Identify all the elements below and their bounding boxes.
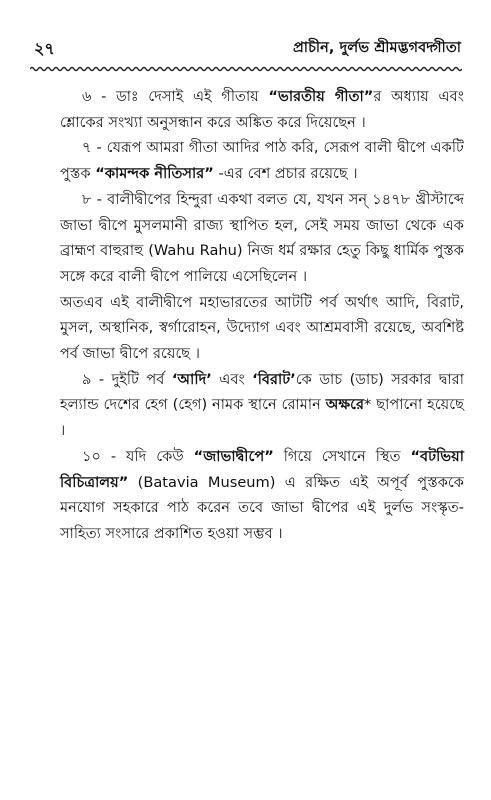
- text-segment: অতএব এই বালীদ্বীপে মহাভারতের আটটি পর্ব অর্থাৎ আদি, বিরাট, মুসল, অস্থানিক, স্বর্গারোহন, উদ্যোগ এবং আশ্রমবাসী রয়েছে, অবশিষ্ট পর্ব জাভা দ্বীপে রয়েছে ।: [60, 293, 464, 363]
- bold-text-segment: “বটভিয়া বিচিত্রালয়”: [60, 447, 464, 491]
- paragraph-bali-parvas: [60, 290, 464, 367]
- body-text: [60, 84, 464, 547]
- bold-text-segment: “ভারতীয় গীতা”: [268, 88, 374, 105]
- page-header: [34, 36, 461, 62]
- paragraph-9: [60, 367, 464, 444]
- text-segment: কে ডাচ (ডাচ) সরকার দ্বারা হল্যান্ড দেশের হেগ (হেগ) নামক স্থানে রোমান: [60, 370, 464, 414]
- text-segment: এবং: [211, 370, 253, 388]
- page-number: ২৭: [34, 38, 55, 58]
- bold-text-segment: “জাভাদ্বীপে”: [193, 447, 274, 465]
- bold-text-segment: অক্ষরে: [325, 396, 365, 414]
- running-title: প্রাচীন, দুর্লভ শ্রীমদ্ভগবদ্গীতা: [292, 40, 461, 56]
- text-segment: (Batavia Museum) এ রক্ষিত এই অপূর্ব পুস্তককে মনযোগ সহকারে পাঠ করেন তবে জাভা দ্বীপের এই দুর্লভ সংস্কৃত-সাহিত্য সংসারে প্রকাশিত হওয়া সম্ভব ।: [60, 473, 464, 542]
- text-segment: ৮ - বালীদ্বীপের হিন্দুরা একথা বলত যে, যখন সন্ ১৪৭৮ খ্রীস্টাব্দে জাভা দ্বীপে মুসলমানী রাজ্য স্থাপিত হল, সেই সময় জাভা থেকে এক ব্রাহ্মণ বাহুরাহু (Wahu Rahu) নিজ ধর্ম রক্ষার হেতু কিছু ধার্মিক পুস্তক সঙ্গে করে বালী দ্বীপে পালিয়ে এসেছিলেন ।: [60, 190, 464, 285]
- text-segment: গিয়ে সেখানে স্থিত: [273, 447, 411, 465]
- text-segment: র অধ্যায় এবং শ্লোকের সংখ্যা অনুসন্ধান করে অঙ্কিত করে দিয়েছেন ।: [60, 88, 465, 131]
- bold-text-segment: “কামন্দক নীতিসার”: [95, 165, 214, 183]
- paragraph-10: [60, 444, 464, 547]
- bold-text-segment: ‘আদি’: [171, 370, 212, 388]
- text-segment: * ছাপানো হয়েছে ।: [60, 396, 464, 440]
- wavy-divider: [30, 64, 462, 74]
- text-segment: ১০ - যদি কেউ: [82, 447, 194, 465]
- text-segment: ৬ - ডাঃ দেসাই এই গীতায়: [82, 88, 269, 105]
- bold-text-segment: ‘বিরাট’: [252, 370, 296, 388]
- paragraph-6: [60, 84, 464, 135]
- paragraph-8: [60, 187, 464, 290]
- text-segment: ৯ - দুইটি পর্ব: [82, 370, 172, 388]
- paragraph-7: [60, 135, 464, 186]
- text-segment: -এর বেশ প্রচার রয়েছে ।: [213, 165, 358, 183]
- text-segment: ৭ - যেরূপ আমরা গীতা আদির পাঠ করি, সেরূপ বালী দ্বীপে একটি পুস্তক: [60, 139, 464, 183]
